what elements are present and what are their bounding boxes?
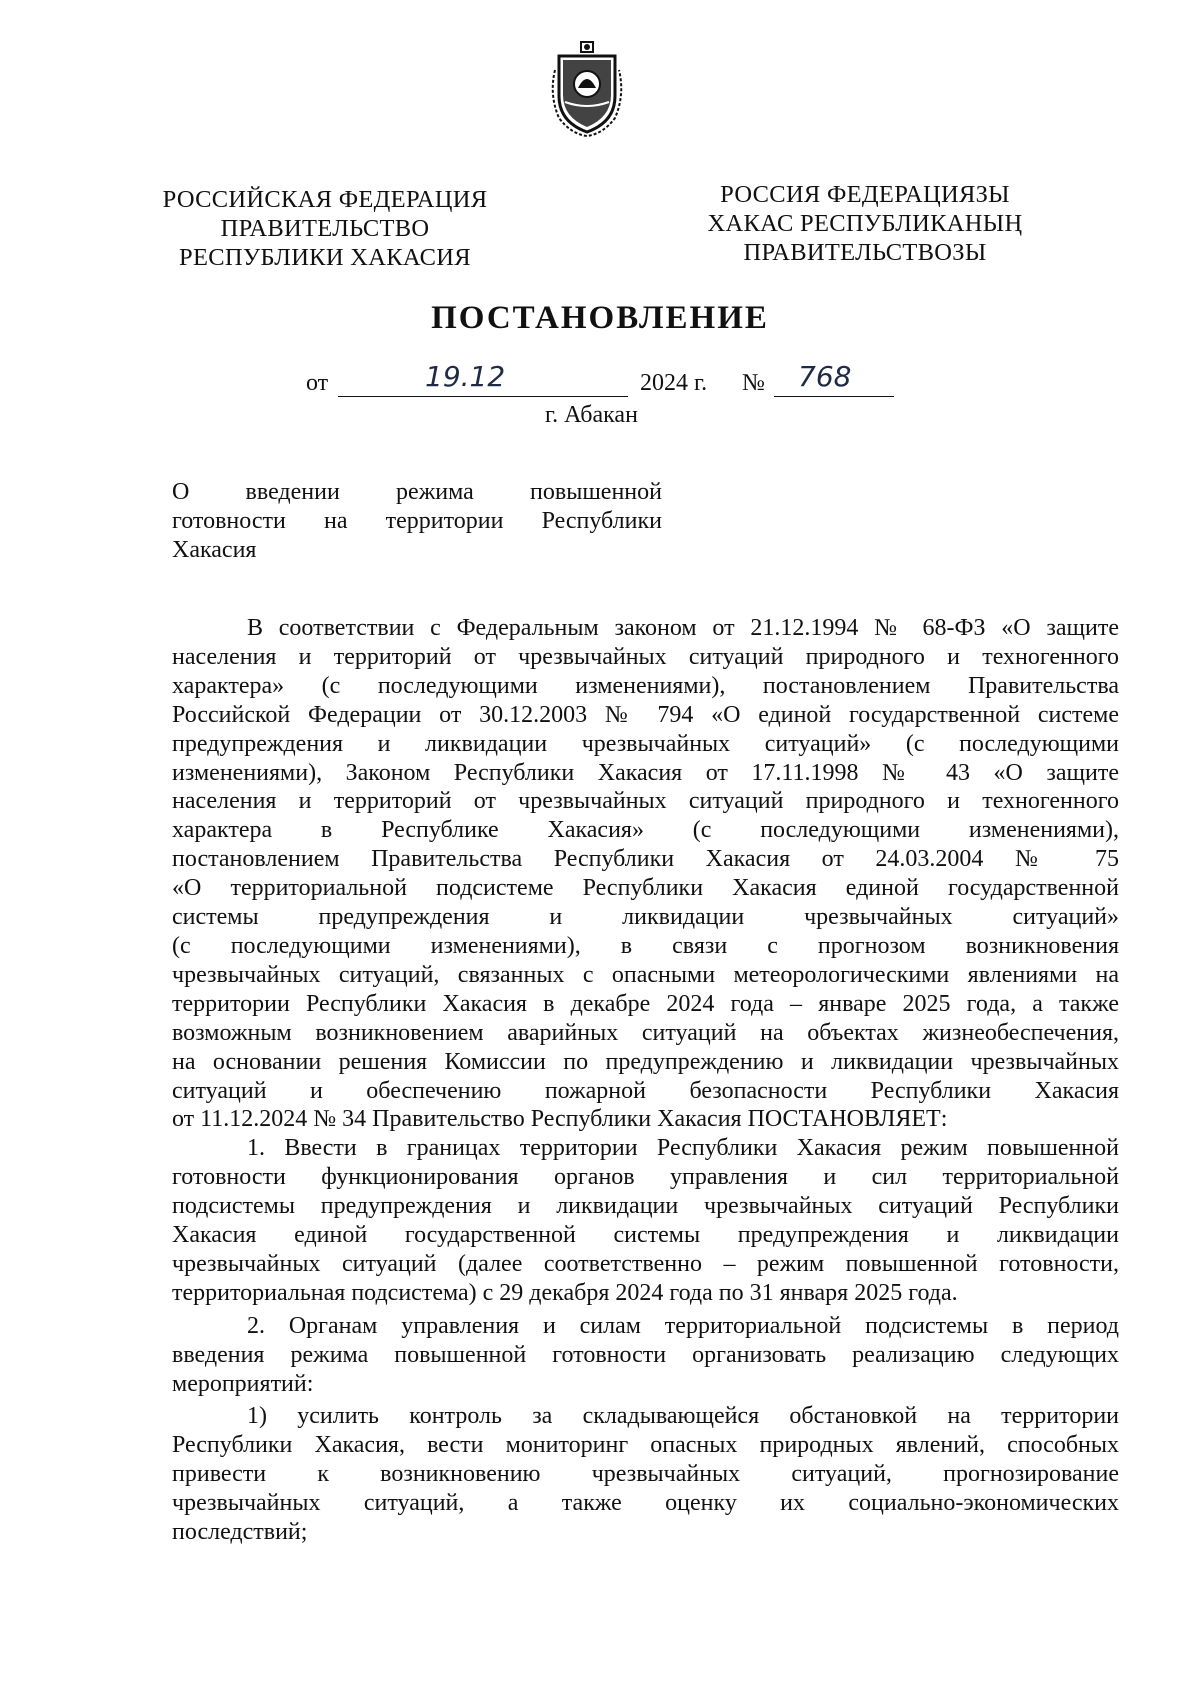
body-line: населения и территорий от чрезвычайных ситуаций природного и техногенного bbox=[172, 788, 1119, 815]
body-line: В соответствии с Федеральным законом от 21.12.1994 № 68-ФЗ «О защите bbox=[247, 615, 1119, 641]
document-body bbox=[172, 614, 1119, 1547]
coat-of-arms-emblem bbox=[545, 40, 629, 140]
header-left-line-3: РЕСПУБЛИКИ ХАКАСИЯ bbox=[179, 244, 471, 271]
body-line: территории Республики Хакасия в декабре 2024 года – январе 2025 года, а также bbox=[172, 990, 1119, 1017]
header-khakas bbox=[690, 180, 1040, 267]
body-line: (с последующими изменениями), в связи с прогнозом возникновения bbox=[172, 932, 1119, 959]
number-underline bbox=[774, 396, 894, 397]
date-from-label: от bbox=[306, 370, 329, 396]
body-line: чрезвычайных ситуаций (далее соответственно – режим повышенной готовности, bbox=[172, 1250, 1119, 1277]
body-line: изменениями), Законом Республики Хакасия от 17.11.1998 № 43 «О защите bbox=[172, 759, 1119, 786]
header-left-line-2: ПРАВИТЕЛЬСТВО bbox=[220, 215, 430, 242]
body-line: ситуаций и обеспечению пожарной безопасности Республики Хакасия bbox=[172, 1077, 1119, 1104]
subject-line-1: О введении режима повышенной bbox=[172, 479, 662, 505]
body-line: готовности функционирования органов управления и сил территориальной bbox=[172, 1164, 1119, 1191]
document-title: ПОСТАНОВЛЕНИЕ bbox=[431, 300, 769, 336]
header-right-line-3: ПРАВИТЕЛЬСТВОЗЫ bbox=[743, 239, 987, 266]
body-line: Хакасия единой государственной системы предупреждения и ликвидации bbox=[172, 1222, 1119, 1249]
body-line: системы предупреждения и ликвидации чрезвычайных ситуаций» bbox=[172, 904, 1119, 931]
number-handwritten: 768 bbox=[798, 360, 852, 393]
body-line: от 11.12.2024 № 34 Правительство Республики Хакасия ПОСТАНОВЛЯЕТ: bbox=[172, 1106, 948, 1133]
header-russian bbox=[150, 185, 500, 272]
document-subject bbox=[172, 478, 662, 565]
body-line: 2. Органам управления и силам территориальной подсистемы в период bbox=[247, 1312, 1119, 1339]
body-line: чрезвычайных ситуаций, связанных с опасными метеорологическими явлениями на bbox=[172, 961, 1119, 988]
body-line: чрезвычайных ситуаций, а также оценку их социально-экономических bbox=[172, 1490, 1119, 1517]
body-line: «О территориальной подсистеме Республики Хакасия единой государственной bbox=[172, 875, 1119, 902]
date-underline bbox=[338, 396, 628, 397]
body-line: характера в Республике Хакасия» (с последующими изменениями), bbox=[172, 817, 1119, 844]
header-right-line-1: РОССИЯ ФЕДЕРАЦИЯЗЫ bbox=[720, 181, 1010, 208]
body-line: 1. Ввести в границах территории Республики Хакасия режим повышенной bbox=[247, 1135, 1119, 1162]
body-line: привести к возникновению чрезвычайных ситуаций, прогнозирование bbox=[172, 1461, 1119, 1488]
year-label: 2024 г. bbox=[640, 370, 708, 396]
body-line: Республики Хакасия, вести мониторинг опасных природных явлений, способных bbox=[172, 1432, 1119, 1459]
body-line: населения и территорий от чрезвычайных ситуаций природного и техногенного bbox=[172, 643, 1119, 670]
body-line: возможным возникновением аварийных ситуаций на объектах жизнеобеспечения, bbox=[172, 1019, 1119, 1046]
subject-line-2: готовности на территории Республики bbox=[172, 508, 662, 534]
body-line: мероприятий: bbox=[172, 1370, 314, 1397]
body-line: подсистемы предупреждения и ликвидации чрезвычайных ситуаций Республики bbox=[172, 1193, 1119, 1220]
body-line: последствий; bbox=[172, 1519, 308, 1546]
date-handwritten: 19.12 bbox=[425, 360, 506, 393]
body-line: территориальная подсистема) с 29 декабря 2024 года по 31 января 2025 года. bbox=[172, 1279, 958, 1306]
body-line: Российской Федерации от 30.12.2003 № 794 «О единой государственной системе bbox=[172, 701, 1119, 728]
header-left-line-1: РОССИЙСКАЯ ФЕДЕРАЦИЯ bbox=[162, 186, 488, 213]
body-line: характера» (с последующими изменениями), постановлением Правительства bbox=[172, 672, 1119, 699]
body-line: введения режима повышенной готовности организовать реализацию следующих bbox=[172, 1341, 1119, 1368]
number-label: № bbox=[742, 370, 765, 396]
body-line: постановлением Правительства Республики Хакасия от 24.03.2004 № 75 bbox=[172, 846, 1119, 873]
body-line: на основании решения Комиссии по предупреждению и ликвидации чрезвычайных bbox=[172, 1048, 1119, 1075]
header-right-line-2: ХАКАС РЕСПУБЛИКАНЫҢ bbox=[707, 210, 1023, 237]
body-line: предупреждения и ликвидации чрезвычайных ситуаций» (с последующими bbox=[172, 730, 1119, 757]
body-line: 1) усилить контроль за складывающейся обстановкой на территории bbox=[247, 1403, 1119, 1430]
subject-line-3: Хакасия bbox=[172, 537, 257, 563]
city-label: г. Абакан bbox=[545, 402, 638, 428]
